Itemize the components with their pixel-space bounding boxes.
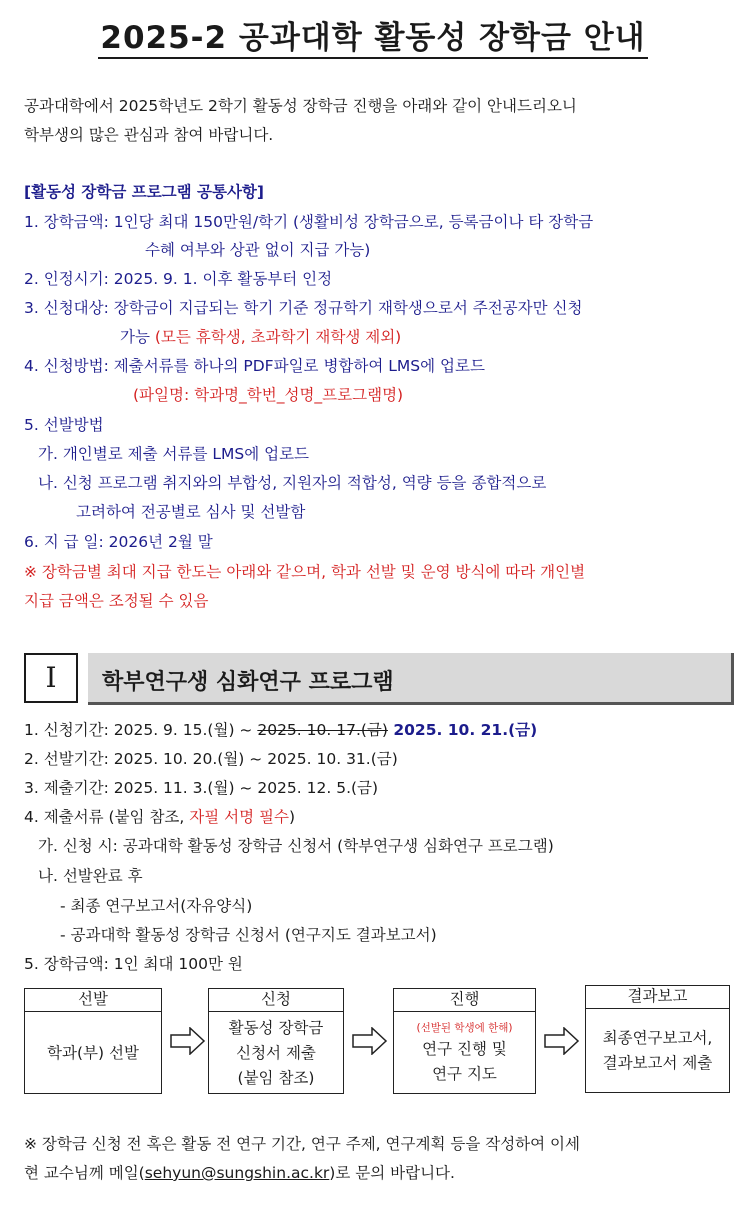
flow-step-line: 학과(부) 선발: [47, 1043, 139, 1062]
flow-step-body: [394, 1012, 535, 1094]
section-title: 학부연구생 심화연구 프로그램: [102, 670, 394, 695]
notice-line-1: ※ 장학금별 최대 지급 한도는 아래와 같으며, 학과 선발 및 운영 방식에 따라 개인별: [24, 563, 586, 581]
common-item-6: 6. 지 급 일: 2026년 2월 말: [24, 533, 213, 551]
footer-line-2: 현 교수님께 메일(sehyun@sungshin.ac.kr)로 문의 바랍니다.: [24, 1164, 455, 1182]
flow-step-line: 신청서 제출: [236, 1043, 316, 1062]
common-item-5b-line-2: 고려하여 전공별로 심사 및 선발함: [76, 503, 306, 521]
flow-step-head: 결과보고: [586, 986, 729, 1009]
common-item-1-line-1: 1. 장학금액: 1인당 최대 150만원/학기 (생활비성 장학금으로, 등록금이나 타 장학금: [24, 213, 594, 231]
common-item-4-line-1: 4. 신청방법: 제출서류를 하나의 PDF파일로 병합하여 LMS에 업로드: [24, 357, 485, 375]
common-item-5b-line-1: 나. 신청 프로그램 취지와의 부합성, 지원자의 적합성, 역량 등을 종합적으로: [38, 474, 547, 492]
section-item-4b-2: - 공과대학 활동성 장학금 신청서 (연구지도 결과보고서): [60, 926, 437, 944]
section-item-5: 5. 장학금액: 1인 최대 100만 원: [24, 955, 243, 973]
flow-arrow-icon: [170, 1027, 206, 1055]
notice-line-2: 지급 금액은 조정될 수 있음: [24, 592, 209, 610]
flow-step-note: (선발된 학생에 한해): [416, 1022, 513, 1034]
footer-line-1: ※ 장학금 신청 전 혹은 활동 전 연구 기간, 연구 주제, 연구계획 등을 작성하여 이세: [24, 1135, 580, 1153]
flow-step-progress: [393, 988, 536, 1094]
flow-step-body: [209, 1012, 343, 1094]
section-item-4b-1: - 최종 연구보고서(자유양식): [60, 897, 253, 915]
section-item-2: 2. 선발기간: 2025. 10. 20.(월) ~ 2025. 10. 31.(금): [24, 750, 398, 768]
flow-step-line: 연구 지도: [432, 1065, 497, 1083]
intro-line-2: 학부생의 많은 관심과 참여 바랍니다.: [24, 126, 274, 144]
flow-step-line: 최종연구보고서,: [602, 1029, 713, 1047]
flow-step-head: 선발: [25, 989, 161, 1012]
flow-arrow-icon: [352, 1027, 388, 1055]
common-item-5: 5. 선발방법: [24, 416, 104, 434]
common-item-3-line-2: 가능 (모든 휴학생, 초과학기 재학생 제외): [120, 328, 402, 346]
common-item-3-line-1: 3. 신청대상: 장학금이 지급되는 학기 기준 정규학기 재학생으로서 주전공자만 신청: [24, 299, 583, 317]
section-title-bar: [88, 653, 734, 705]
section-item-3: 3. 제출기간: 2025. 11. 3.(월) ~ 2025. 12. 5.(금): [24, 779, 379, 797]
flow-step-report: [585, 985, 730, 1093]
flow-step-head: 신청: [209, 989, 343, 1012]
common-item-4-line-2: (파일명: 학과명_학번_성명_프로그램명): [133, 386, 404, 404]
email-link[interactable]: sehyun@sungshin.ac.kr: [144, 1164, 330, 1182]
common-heading: [활동성 장학금 프로그램 공통사항]: [24, 183, 264, 201]
flow-arrow-icon: [544, 1027, 580, 1055]
flow-step-body: [586, 1009, 729, 1093]
page-title: 2025-2 공과대학 활동성 장학금 안내: [0, 12, 746, 57]
section-item-4: 4. 제출서류 (붙임 참조, 자필 서명 필수): [24, 808, 296, 826]
flow-step-selection: [24, 988, 162, 1094]
flow-step-head: 진행: [394, 989, 535, 1012]
flow-step-line: 연구 진행 및: [422, 1040, 507, 1058]
flow-step-line: (붙임 참조): [237, 1068, 315, 1087]
section-item-4b: 나. 선발완료 후: [38, 867, 143, 885]
section-numeral-box: I: [24, 653, 78, 703]
flow-step-body: [25, 1012, 161, 1094]
flow-step-application: [208, 988, 344, 1094]
section-item-4a: 가. 신청 시: 공과대학 활동성 장학금 신청서 (학부연구생 심화연구 프로그램): [38, 837, 554, 855]
intro-line-1: 공과대학에서 2025학년도 2학기 활동성 장학금 진행을 아래와 같이 안내드리오니: [24, 97, 577, 115]
section-item-1: 1. 신청기간: 2025. 9. 15.(월) ~ 2025. 10. 17.(금) 2025. 10. 21.(금): [24, 721, 538, 739]
flow-step-line: 활동성 장학금: [228, 1018, 324, 1037]
common-item-1-line-2: 수혜 여부와 상관 없이 지급 가능): [145, 241, 371, 259]
common-item-2: 2. 인정시기: 2025. 9. 1. 이후 활동부터 인정: [24, 270, 333, 288]
flow-step-line: 결과보고서 제출: [602, 1054, 713, 1072]
common-item-5a: 가. 개인별로 제출 서류를 LMS에 업로드: [38, 445, 310, 463]
